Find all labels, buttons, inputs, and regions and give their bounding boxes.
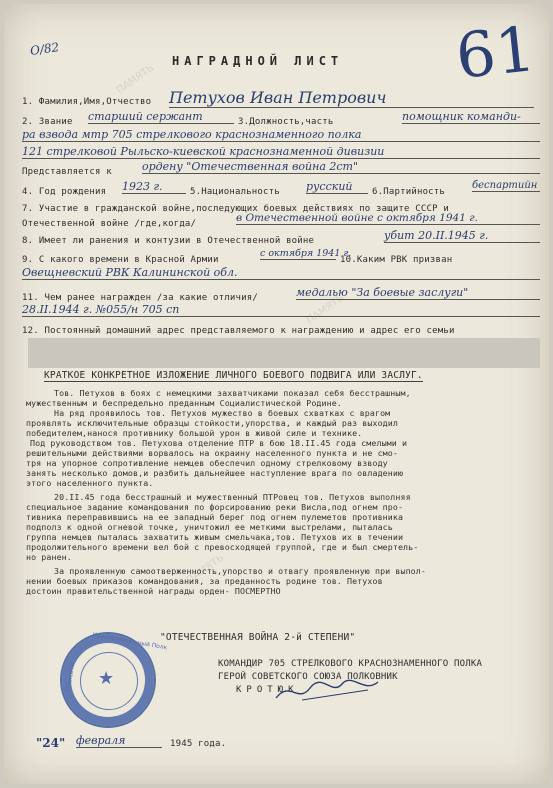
- feat-line: этого населенного пункта.: [26, 478, 154, 488]
- field-11-value-a: медалью "За боевые заслуги": [296, 286, 540, 300]
- field-3-value-a: помощник команди-: [402, 110, 540, 124]
- feat-line: занять несколько домов,и разбить дальнейшее наступление врага по овладению: [26, 468, 404, 478]
- field-10-label: 10.Каким РВК призван: [340, 255, 453, 265]
- feat-line: 20.II.45 года бесстрашный и мужественный ПТРовец тов. Петухов выполняя: [54, 492, 411, 502]
- field-9-label: 9. С какого времени в Красной Армии: [22, 255, 219, 265]
- date-month: февраля: [76, 734, 162, 748]
- feat-line: тря на упорное сопротивление немцев обеспечил одному стрелковому взводу: [26, 458, 388, 468]
- field-4-value: 1923 г.: [122, 180, 186, 194]
- feat-line: проявлять исключительные образцы стойкости,упорства, и каждый раз выходил: [26, 418, 398, 428]
- signature-mark: [272, 676, 382, 706]
- feat-line: победителем,нанося противнику большой урон в живой силе и технике.: [26, 428, 363, 438]
- feat-line: мужественным и беспредельно преданным Социалистической Родине.: [26, 398, 342, 408]
- redacted-address: [28, 338, 540, 368]
- field-12-label: 12. Постоянный домашний адрес представляемого к награждению и адрес его семьи: [22, 326, 455, 336]
- seal-text-side: Трёхсотн: [64, 662, 77, 693]
- field-2-label: 2. Звание: [22, 117, 73, 127]
- field-7-value: в Отечественной войне с октября 1941 г.: [236, 212, 540, 225]
- regiment-seal: [60, 631, 168, 728]
- field-3-value-c: 121 стрелковой Рыльско-киевской краснознаменной дивизии: [22, 145, 540, 159]
- field-3-value-b: ра взвода мтр 705 стрелкового краснознаменного полка: [22, 128, 540, 142]
- field-6-label: 6.Партийность: [372, 187, 446, 197]
- field-3-label: 3.Должность,часть: [238, 117, 334, 127]
- field-11-value-b: 28.II.1944 г. №055/н 705 сп: [22, 303, 540, 317]
- field-2-value: старший сержант: [88, 110, 234, 124]
- registry-number: 61: [452, 12, 539, 93]
- presented-value: ордену "Отечественная война 2ст": [142, 160, 540, 174]
- field-8-value: убит 20.II.1945 г.: [384, 229, 540, 243]
- commander-line-2: ГЕРОЙ СОВЕТСКОГО СОЮЗА ПОЛКОВНИК: [218, 672, 398, 682]
- field-5-label: 5.Национальность: [190, 187, 280, 197]
- feat-line: продолжительного времени вел бой с превосходящей группой, где и был смертель-: [26, 542, 419, 552]
- feat-line: Тов. Петухов в боях с немецкими захватчиками показал себя бесстрашным,: [54, 388, 411, 398]
- feat-line: На ряд проявилось тов. Петухов мужество в боевых схватках с врагом: [54, 408, 391, 418]
- field-5-value: русский: [306, 180, 368, 194]
- watermark: ПАМЯТЬ: [304, 292, 347, 327]
- award-name: "ОТЕЧЕСТВЕННАЯ ВОЙНА 2-й СТЕПЕНИ": [160, 632, 356, 643]
- award-sheet: [4, 4, 549, 784]
- feat-line: За проявленную самоотверженность,упорство и отвагу проявленную при выпол-: [54, 566, 426, 576]
- field-8-label: 8. Имеет ли ранения и контузии в Отечественной войне: [22, 236, 315, 246]
- feat-line: специальное задание командования по форсированию реки Висла,под огнем про-: [26, 502, 404, 512]
- field-1-label: 1. Фамилия,Имя,Отчество: [22, 97, 152, 107]
- feat-line: но ранен.: [26, 552, 72, 562]
- field-6-value: беспартийн: [472, 180, 540, 192]
- field-10-value: Овещневский РВК Калининской обл.: [22, 266, 540, 280]
- feat-line: группа немцев пыталась захватить живым смельчака,тов. Петухов их в течении: [26, 532, 404, 542]
- watermark: ПАМЯТЬ: [184, 552, 227, 587]
- feat-heading: КРАТКОЕ КОНКРЕТНОЕ ИЗЛОЖЕНИЕ ЛИЧНОГО БОЕВОГО ПОДВИГА ИЛИ ЗАСЛУГ.: [44, 370, 423, 381]
- feat-line: подполз к одной огневой точке, уничтожил ее меткими выстрелами, пыталась: [26, 522, 393, 532]
- feat-line: решительными действиями ворвалось на окраину населенного пункта и не смо-: [26, 448, 398, 458]
- commander-name: КРОТЮК: [236, 685, 299, 695]
- field-7-label-b: Отечественной войне /где,когда/: [22, 219, 197, 229]
- corner-mark: О/82: [29, 40, 60, 58]
- page-title: НАГРАДНОЙ ЛИСТ: [172, 54, 344, 68]
- watermark: ПАМЯТЬ: [114, 62, 157, 97]
- feat-line: тивника переправившись на ее западный берег под огнем пулеметов противника: [26, 512, 404, 522]
- field-7-label-a: 7. Участие в гражданской войне,последующих боевых действиях по защите СССР и: [22, 204, 450, 214]
- feat-text: [26, 388, 544, 596]
- feat-line: Под руководством тов. Петухова отделение ПТР в бою 18.II.45 года смелыми и: [30, 438, 408, 448]
- field-11-label: 11. Чем ранее награжден /за какие отличия/: [22, 293, 258, 303]
- feat-line: достоин правительственной награды орден- ПОСМЕРТНО: [26, 586, 281, 596]
- seal-star-icon: ★: [98, 668, 115, 689]
- date-year: 1945 года.: [170, 739, 227, 749]
- presented-label: Представляется к: [22, 167, 112, 177]
- commander-line-1: КОМАНДИР 705 СТРЕЛКОВОГО КРАСНОЗНАМЕННОГО ПОЛКА: [218, 659, 483, 669]
- field-4-label: 4. Год рождения: [22, 187, 107, 197]
- seal-text-top: Краснознаменный Полк: [91, 631, 168, 652]
- feat-line: нении боевых приказов командования, за преданность родине тов. Петухов: [26, 576, 383, 586]
- field-9-value: с октября 1941 г.: [260, 248, 352, 259]
- field-1-value: Петухов Иван Петрович: [169, 88, 534, 108]
- date-day: "24": [36, 736, 66, 750]
